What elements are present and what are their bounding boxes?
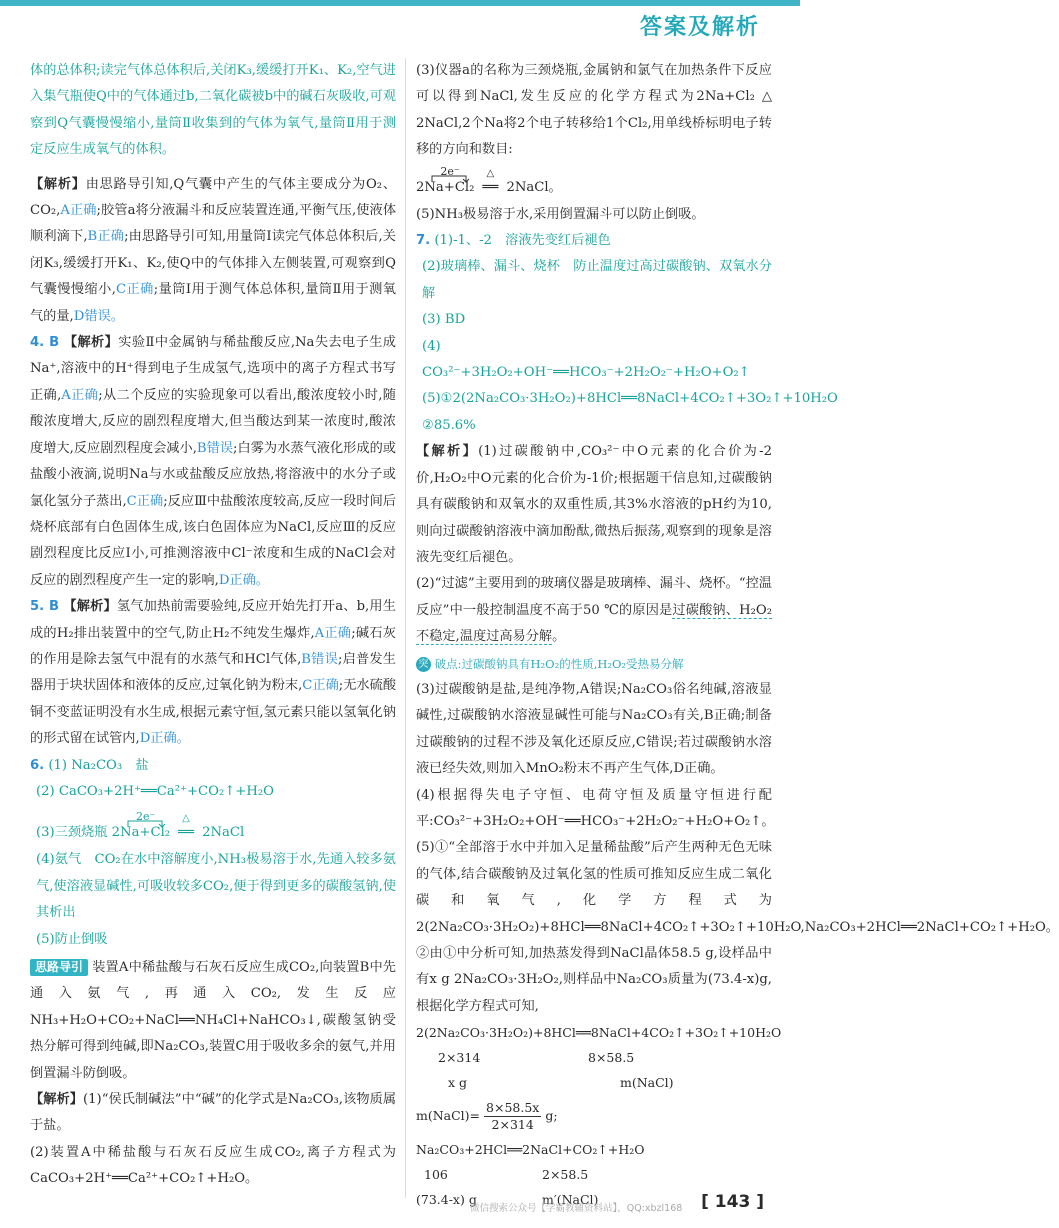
products: 2NaCl — [202, 825, 245, 841]
text: (3)三颈烧瓶 — [36, 825, 108, 841]
heat-condition: △ — [182, 813, 190, 825]
q6-answer-5: (5)防止倒吸 — [36, 931, 108, 947]
q6-answer-1 — [30, 753, 396, 779]
text: (1)“侯氏制碱法”中“碱”的化学式是Na₂CO₃,该物质属于盐。 — [30, 1092, 397, 1134]
verdict: B正确 — [87, 229, 125, 245]
q6-answer-4: (4)氨气 CO₂在水中溶解度小,NH₃极易溶于水,先通入较多氨气,使溶液显碱性,可吸收较多CO₂,便于得到更多的碳酸氢钠,使其析出 — [36, 852, 396, 921]
value: 8×58.5 — [588, 1050, 635, 1066]
verdict: C正确 — [115, 282, 154, 298]
text: ;反应Ⅲ中盐酸浓度较高,反应一段时间后烧杯底部有白色固体生成,该白色固体应为NaCl,反应Ⅲ的反应剧烈程度比反应Ⅰ小,可推测溶液中Cl⁻浓度和生成的NaCl会对反应的剧烈程度产生一定的影响, — [30, 493, 396, 588]
value: x g — [448, 1075, 468, 1091]
text: 。 — [552, 629, 566, 645]
column-divider — [405, 58, 406, 1198]
q7-analysis-3: (3)过碳酸钠是盐,是纯净物,A错误;Na₂CO₃俗名纯碱,溶液显碱性,过碳酸钠水溶液显碱性可能与Na₂CO₃有关,B正确;制备过碳酸钠的过程不涉及氧化还原反应,C错误;若过碳酸钠水溶液已经失效,则加入MnO₂粉末不再产生气体,D正确。 — [416, 681, 772, 777]
q7-answer-2: (2)玻璃棒、漏斗、烧杯 防止温度过高过碳酸钠、双氧水分解 — [422, 259, 772, 301]
q7-answer-3: (3) BD — [422, 312, 466, 328]
footer-watermark: 微信搜索公众号【学霸教辅资料站】，QQ:xbzl168 — [470, 1203, 683, 1214]
q4-analysis — [30, 330, 396, 594]
question-number: 7. — [416, 233, 431, 249]
q6-answer-2: (2) CaCO₃+2H⁺══Ca²⁺+CO₂↑+H₂O — [36, 783, 274, 799]
answer-continued: 体的总体积;读完气体总体积后,关闭K₃,缓缓打开K₁、K₂,空气进入集气瓶使Q中的气体通过b,二氧化碳被b中的碱石灰吸收,可观察到Q气囊慢慢缩小,量筒Ⅱ收集到的气体为氧气,量筒Ⅱ用于测定反应生成氧气的体积。 — [30, 63, 396, 158]
q6-analysis-3: (3)仪器a的名称为三颈烧瓶,金属钠和氯气在加热条件下反应可以得到NaCl,发生反应的化学方程式为2Na+Cl₂ △ 2NaCl,2个Na将2个电子转移给1个Cl₂,用单线桥标明电子转移的方向和数目: — [416, 63, 772, 158]
q5-analysis — [30, 594, 396, 752]
calc-row — [416, 1070, 772, 1095]
reactants: 2Na+Cl₂ — [111, 825, 171, 841]
q6-analysis-1 — [30, 1087, 396, 1140]
q6-analysis-2: (2)装置A中稀盐酸与石灰石反应生成CO₂,离子方程式为CaCO₃+2H⁺══Ca²⁺+CO₂↑+H₂O。 — [30, 1144, 396, 1187]
value: 2×58.5 — [542, 1167, 589, 1183]
electron-label: 2e⁻ — [440, 164, 460, 178]
text: ;由思路导引可知,用量筒Ⅰ读完气体总体积后,关闭K₃,缓缓打开K₁、K₂,使Q中的气体排入左侧装置,可观察到Q气囊慢慢缩小, — [30, 229, 396, 298]
tip-icon: 突 — [416, 657, 431, 672]
analysis-label: 【解析】 — [30, 176, 86, 192]
header-bar — [0, 0, 800, 6]
text: ;胶管a将分液漏斗和反应装置连通,平衡气压,使液体顺利滴下, — [30, 203, 397, 245]
q7-analysis-1 — [416, 439, 772, 571]
fraction — [484, 1100, 541, 1133]
text: 由思路导引知,Q气囊中产生的气体主要成分为O₂、CO₂, — [30, 176, 397, 219]
verdict: C正确 — [302, 678, 339, 694]
text: 实验Ⅱ中金属钠与稀盐酸反应,Na失去电子生成Na⁺,溶液中的H⁺得到电子生成氢气,选项中的离子方程式书写正确, — [30, 335, 396, 403]
verdict: D正确。 — [139, 731, 190, 747]
q7-answer-5: (5)①2(2Na₂CO₃·3H₂O₂)+8HCl══8NaCl+4CO₂↑+3O₂↑+10H₂O ②85.6% — [422, 391, 852, 433]
page-number: [ 143 ] — [701, 1192, 764, 1212]
reaction-arrow: △ ══ — [170, 823, 202, 843]
text: (1)过碳酸钠中,CO₃²⁻中O元素的化合价为-2价,H₂O₂中O元素的化合价为-1价;根据题干信息知,过碳酸钠具有碳酸钠和双氧水的双重性质,其3%水溶液的pH约为10,则向过碳酸钠溶液中滴加酚酞,微热后振荡,观察到的现象是溶液先变红后褪色。 — [416, 444, 773, 565]
value: m′(NaCl) — [542, 1192, 599, 1208]
left-column — [30, 58, 396, 1193]
guide-tag: 思路导引 — [30, 959, 88, 976]
text: ;无水硫酸铜不变蓝证明没有水生成,根据元素守恒,氢元素只能以氢氧化钠的形式留在试管内, — [30, 678, 397, 747]
calculation-block-2 — [416, 1095, 772, 1137]
verdict: B错误 — [196, 440, 234, 456]
analysis-label: 【解析】 — [30, 1092, 84, 1108]
text: ;启普发生器用于块状固体和液体的反应,过氧化钠为粉末, — [30, 651, 396, 694]
q6-answer-3 — [30, 805, 396, 843]
value: (73.4-x) g — [416, 1192, 477, 1208]
tip-text: 破点:过碳酸钠具有H₂O₂的性质,H₂O₂受热易分解 — [434, 656, 684, 671]
unit: g; — [545, 1108, 558, 1124]
text: ;白雾为水蒸气液化形成的或盐酸小液滴,说明Na与水或盐酸反应放热,将溶液中的水分子或氯化氢分子蒸出, — [30, 440, 396, 509]
text: (1) Na₂CO₃ 盐 — [48, 757, 149, 773]
text: ;从二个反应的实验现象可以看出,酸浓度较小时,随酸浓度增大,反应的剧烈程度增大,但当酸达到某一浓度时,酸浓度增大,反应剧烈程度会减小, — [30, 387, 396, 456]
verdict: D正确。 — [218, 572, 269, 588]
q6-analysis-5: (5)NH₃极易溶于水,采用倒置漏斗可以防止倒吸。 — [416, 206, 705, 222]
text: 装置A中稀盐酸与石灰石反应生成CO₂,向装置B中先通入氨气,再通入CO₂,发生反应NH₃+H₂O+CO₂+NaCl══NH₄Cl+NaHCO₃↓,碳酸氢钠受热分解可得到纯碱,即Na₂CO₃,装置C用于吸收多余的氨气,并用倒置漏斗防倒吸。 — [30, 960, 396, 1081]
question-number: 5. B — [30, 599, 60, 615]
page-number-value: 143 — [714, 1192, 751, 1212]
value: 106 — [424, 1167, 448, 1183]
q7-analysis-4: (4)根据得失电子守恒、电荷守恒及质量守恒进行配平:CO₃²⁻+3H₂O₂+OH⁻══HCO₃⁻+2H₂O₂⁻+H₂O+O₂↑。 — [416, 787, 775, 829]
products: 2NaCl。 — [506, 179, 562, 195]
q7-analysis-2 — [416, 571, 772, 650]
text: (2)“过滤”主要用到的玻璃仪器是玻璃棒、漏斗、烧杯。“控温反应”中一般控制温度不高于50 ℃的原因是 — [416, 576, 772, 618]
analysis-label: 【解析】 — [63, 599, 117, 615]
heat-condition: △ — [486, 167, 495, 179]
electron-arrow — [430, 174, 470, 182]
question-number: 4. B — [30, 335, 60, 351]
q3-analysis — [30, 172, 396, 330]
verdict: D错误。 — [73, 308, 124, 324]
question-number: 6. — [30, 757, 45, 773]
calc-row — [416, 1162, 772, 1187]
text: 氢气加热前需要验纯,反应开始先打开a、b,用生成的H₂排出装置中的空气,防止H₂不纯发生爆炸, — [30, 599, 396, 641]
analysis-label: 【解析】 — [63, 335, 119, 351]
calc-row — [416, 1045, 772, 1070]
right-column — [416, 58, 1059, 1212]
analysis-label: 【解析】 — [416, 444, 479, 460]
verdict: A正确 — [61, 387, 99, 403]
underlined-text: 过碳酸钠、H₂O₂不稳定,温度过高易分解 — [416, 602, 772, 645]
numerator: 8×58.5x — [486, 1099, 540, 1115]
electron-arrow — [126, 819, 166, 827]
text: ;量筒Ⅰ用于测气体总体积,量筒Ⅱ用于测氧气的量, — [30, 282, 396, 324]
calculation-block-1 — [416, 1020, 782, 1095]
verdict: A正确 — [60, 203, 97, 219]
reactants: 2Na+Cl₂ — [416, 179, 475, 195]
text: (1)-1、-2 溶液先变红后褪色 — [434, 233, 611, 249]
electron-transfer-diagram — [416, 164, 772, 198]
value: m(NaCl) — [620, 1075, 674, 1091]
electron-label: 2e⁻ — [135, 810, 156, 824]
q7-answer-4: (4) CO₃²⁻+3H₂O₂+OH⁻══HCO₃⁻+2H₂O₂⁻+H₂O+O₂↑ — [422, 338, 750, 381]
equation: Na₂CO₃+2HCl══2NaCl+CO₂↑+H₂O — [416, 1142, 645, 1158]
page-header-title: 答案及解析 — [639, 15, 760, 40]
value: 2×314 — [438, 1050, 481, 1066]
q7-answer-1 — [416, 228, 772, 254]
denominator: 2×314 — [491, 1116, 534, 1132]
verdict: A正确 — [314, 625, 352, 641]
reaction-arrow: △ ══ — [474, 178, 506, 198]
thinking-guide — [30, 955, 396, 1087]
equation-wrap — [416, 164, 562, 198]
breakthrough-tip — [416, 651, 772, 677]
electron-transfer-equation — [112, 809, 245, 843]
verdict: B错误 — [301, 651, 338, 667]
text: ;碱石灰的作用是除去氢气中混有的水蒸气和HCl气体, — [30, 625, 396, 667]
verdict: C正确 — [126, 493, 164, 509]
lhs: m(NaCl)= — [416, 1108, 481, 1124]
q7-analysis-5: (5)①“全部溶于水中并加入足量稀盐酸”后产生两种无色无味的气体,结合碳酸钠及过氧化氢的性质可推知反应生成二氧化碳和氧气,化学方程式为2(2Na₂CO₃·3H₂O₂)+8HCl══8NaCl+4CO₂↑+3O₂↑+10H₂O,Na₂CO₃+2HCl══2NaCl+CO₂↑+H₂O。②由①中分析可知,加热蒸发得到NaCl晶体58.5 g,设样品中有x g 2Na₂CO₃·3H₂O₂,则样品中Na₂CO₃质量为(73.4-x)g,根据化学方程式可知, — [416, 840, 1059, 1014]
equation: 2(2Na₂CO₃·3H₂O₂)+8HCl══8NaCl+4CO₂↑+3O₂↑+10H₂O — [416, 1025, 782, 1041]
